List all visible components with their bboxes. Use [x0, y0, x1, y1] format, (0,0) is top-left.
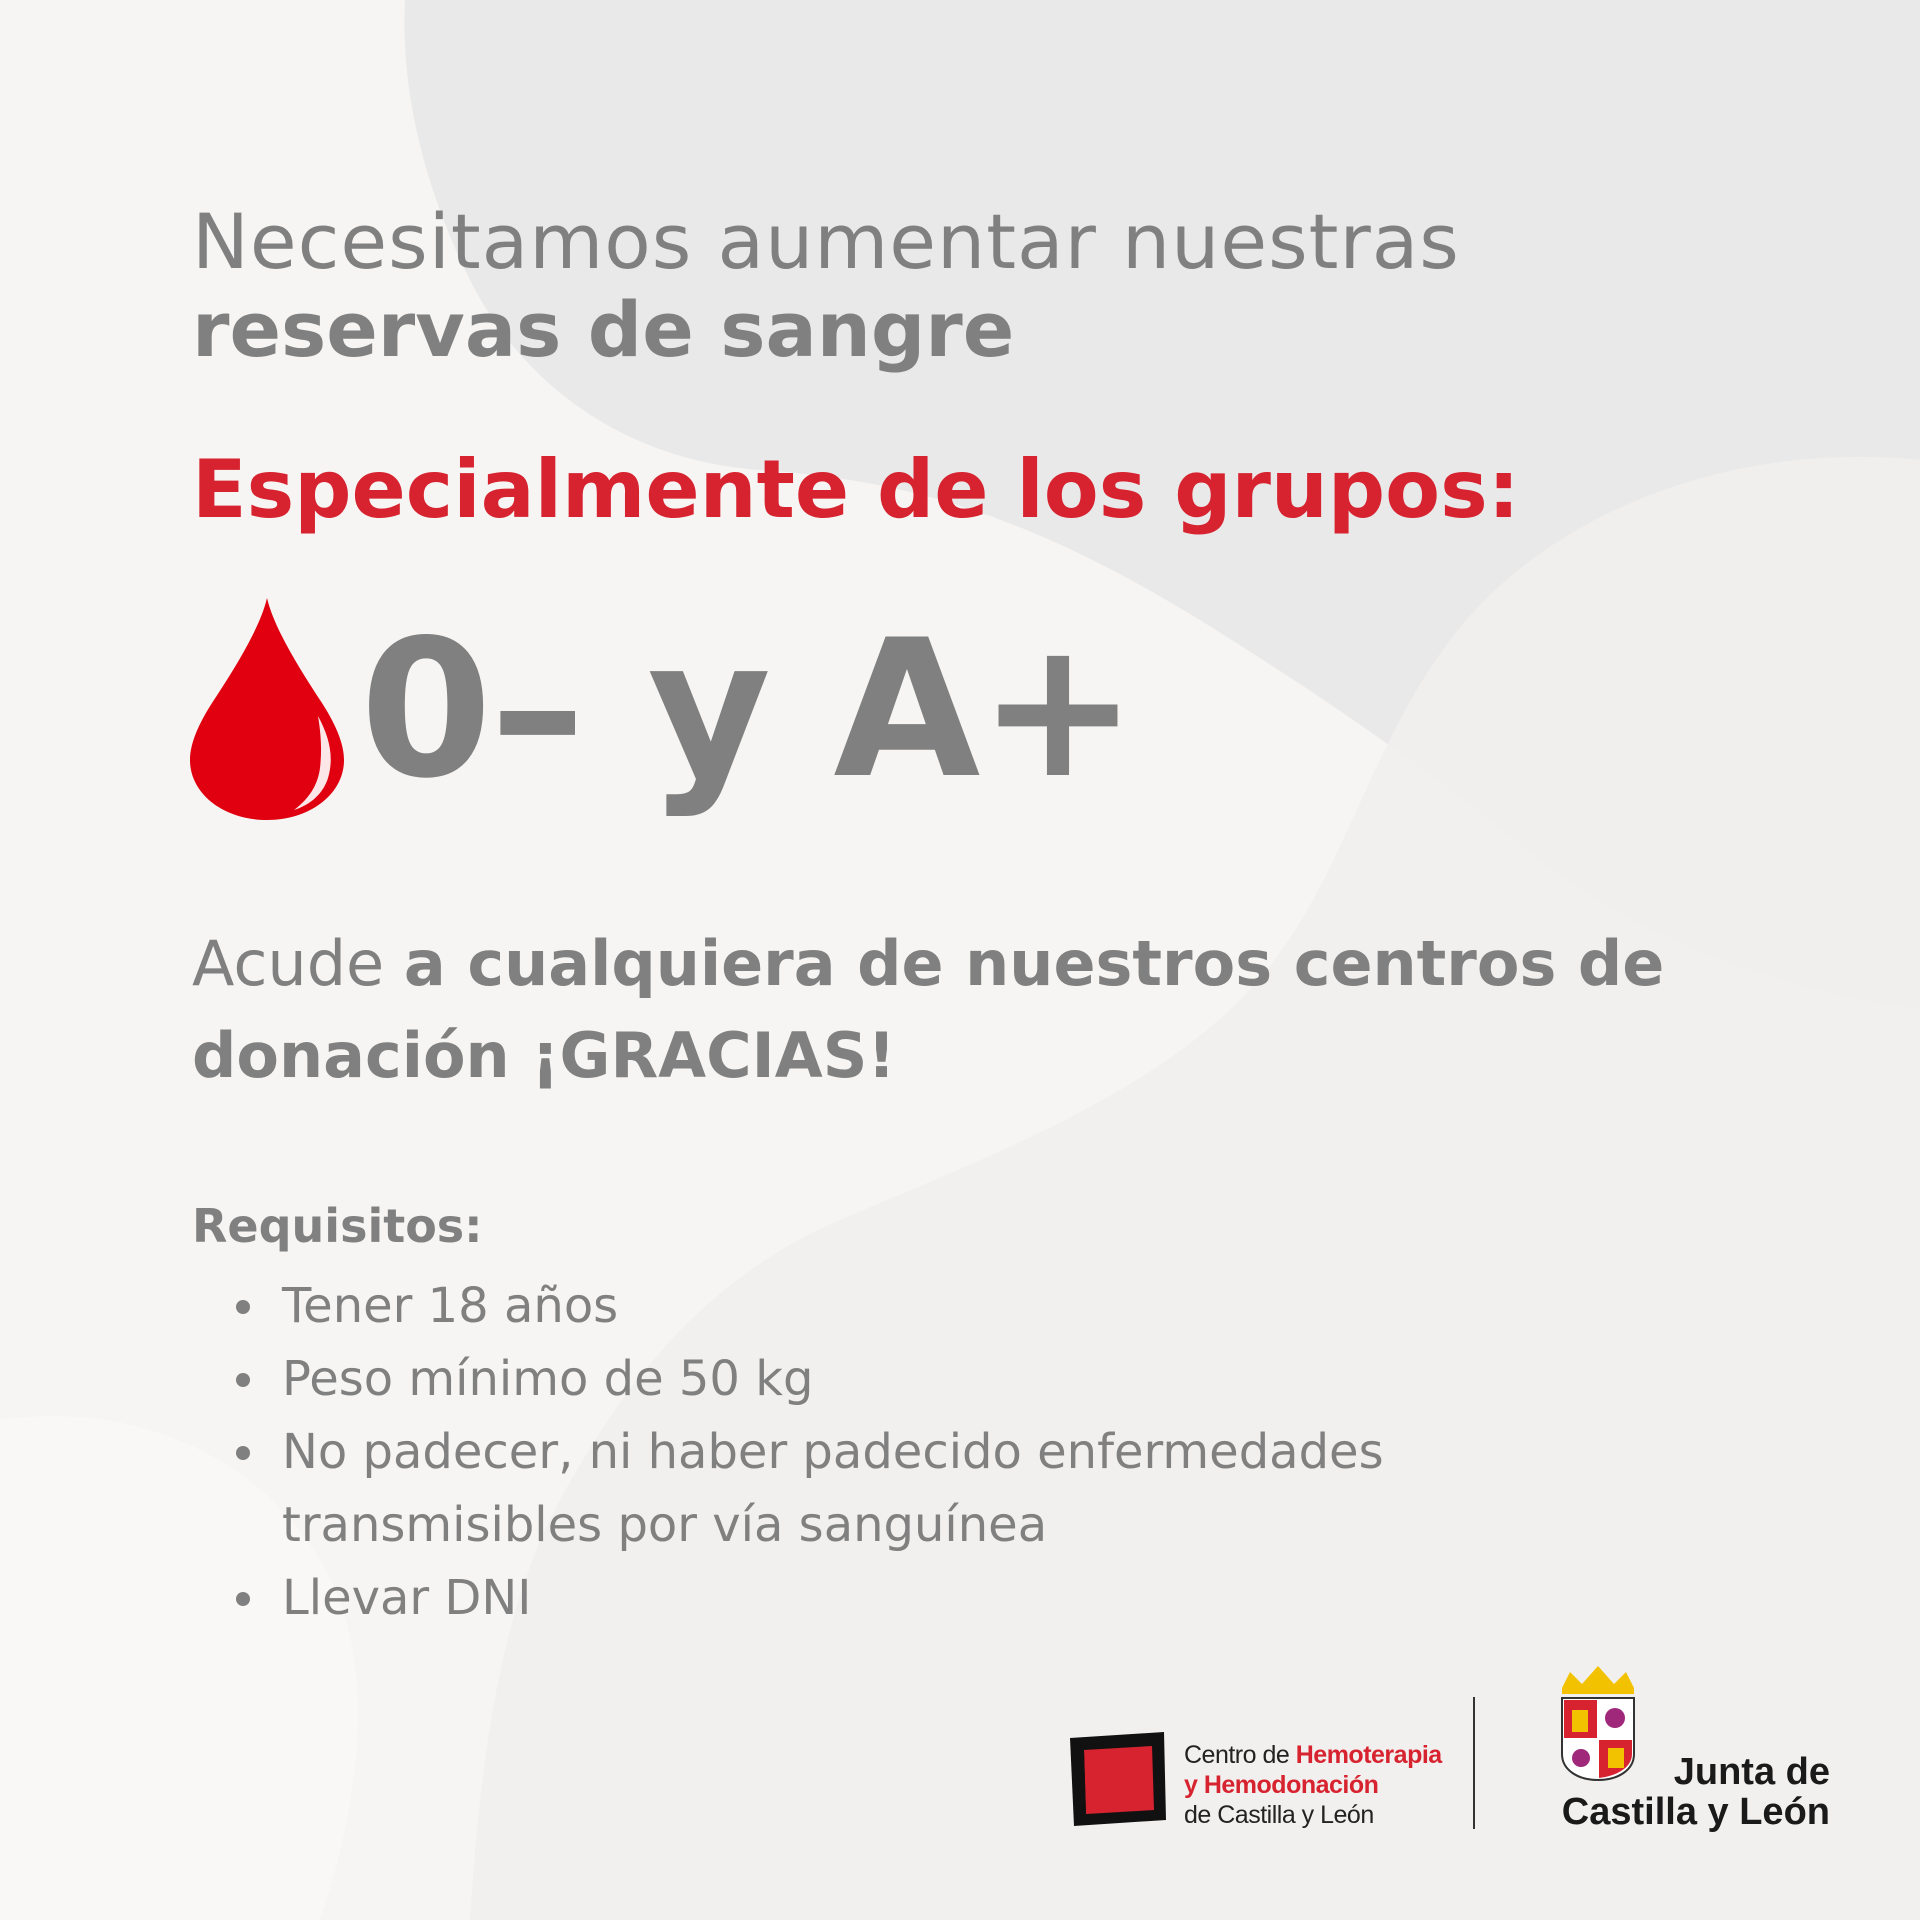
call-to-action-emphasis: a cualquiera de nuestros centros de donación ¡GRACIAS!	[192, 927, 1665, 1092]
headline-line2: reservas de sangre	[192, 285, 1015, 374]
call-to-action	[192, 918, 1772, 1102]
headline-line1: Necesitamos aumentar nuestras	[192, 197, 1460, 286]
list-item	[192, 1416, 1592, 1562]
chemcyl-word4: de Castilla y León	[1184, 1801, 1374, 1829]
subhead: Especialmente de los grupos:	[192, 443, 1520, 536]
jcyl-name	[1530, 1752, 1830, 1832]
jcyl-line2: Castilla y León	[1561, 1791, 1830, 1833]
chemcyl-word3: y Hemodonación	[1184, 1771, 1379, 1799]
call-to-action-lead: Acude	[192, 927, 404, 1000]
list-item	[192, 1343, 1592, 1416]
requirement-text: Tener 18 años	[282, 1278, 619, 1334]
requirements-list	[192, 1270, 1592, 1635]
footer-divider	[1473, 1697, 1475, 1829]
chemcyl-word2: Hemoterapia	[1295, 1741, 1442, 1769]
chemcyl-logo	[1066, 1730, 1170, 1830]
list-item	[192, 1562, 1592, 1635]
chemcyl-word1: Centro de	[1184, 1741, 1296, 1769]
bullet-icon	[236, 1300, 250, 1314]
bullet-icon	[236, 1446, 250, 1460]
requirement-text: No padecer, ni haber padecido enfermedades transmisibles por vía sanguínea	[282, 1424, 1384, 1553]
bullet-icon	[236, 1592, 250, 1606]
jcyl-line1: Junta de	[1673, 1751, 1830, 1793]
blood-drop-icon	[190, 598, 344, 820]
headline	[192, 198, 1832, 374]
requirement-text: Llevar DNI	[282, 1570, 532, 1626]
list-item	[192, 1270, 1592, 1343]
requirement-text: Peso mínimo de 50 kg	[282, 1351, 814, 1407]
bullet-icon	[236, 1373, 250, 1387]
blood-groups: 0– y A+	[360, 599, 1136, 820]
requirements-title: Requisitos:	[192, 1199, 483, 1253]
chemcyl-name	[1184, 1740, 1444, 1830]
